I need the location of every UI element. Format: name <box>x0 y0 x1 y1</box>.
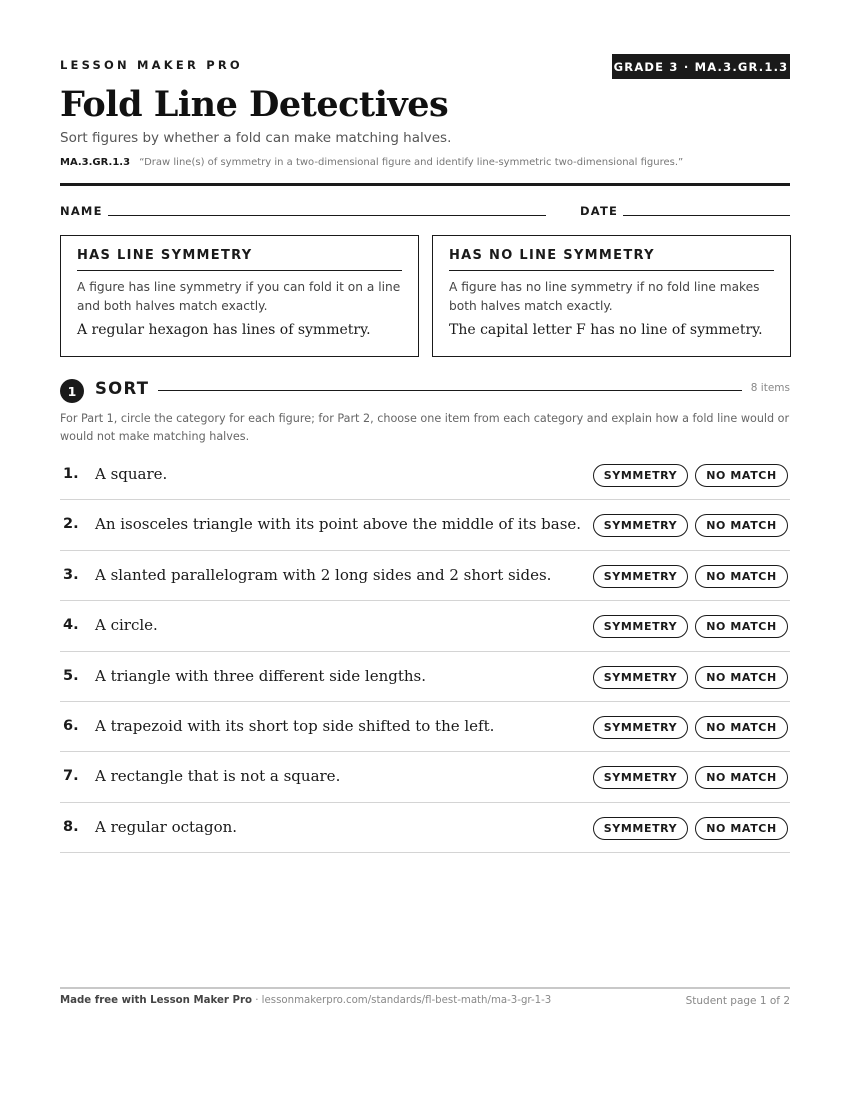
item-list <box>60 450 790 853</box>
item-number: 6. <box>63 717 79 734</box>
no-match-option[interactable]: NO MATCH <box>695 716 788 739</box>
section-title: SORT <box>95 379 150 398</box>
item-text: A trapezoid with its short top side shifted to the left. <box>95 716 495 735</box>
item-number: 4. <box>63 617 79 634</box>
symmetry-option[interactable]: SYMMETRY <box>593 565 688 588</box>
no-match-option[interactable]: NO MATCH <box>695 666 788 689</box>
list-item <box>60 702 790 752</box>
list-item <box>60 450 790 500</box>
footer-credit <box>60 995 551 1006</box>
item-text: A triangle with three different side lengths. <box>95 666 426 685</box>
no-match-option[interactable]: NO MATCH <box>695 615 788 638</box>
list-item <box>60 803 790 853</box>
brand-name: LESSON MAKER PRO <box>60 58 243 72</box>
list-item <box>60 500 790 550</box>
standard-code: MA.3.GR.1.3 <box>60 157 131 168</box>
footer-divider <box>60 987 790 989</box>
list-item <box>60 551 790 601</box>
definition-text: A figure has no line symmetry if no fold line makes both halves match exactly. <box>449 280 760 313</box>
symmetry-option[interactable]: SYMMETRY <box>593 666 688 689</box>
footer-made-with: Made free with Lesson Maker Pro <box>60 995 252 1006</box>
definition-card-no-symmetry <box>432 235 791 357</box>
item-text: A regular octagon. <box>95 817 238 836</box>
date-label: DATE <box>580 204 619 218</box>
definition-card-symmetry <box>60 235 419 357</box>
no-match-option[interactable]: NO MATCH <box>695 817 788 840</box>
item-number: 5. <box>63 667 79 684</box>
page-indicator: Student page 1 of 2 <box>685 995 790 1007</box>
list-item <box>60 652 790 702</box>
definition-text: A figure has line symmetry if you can fold it on a line and both halves match exactly. <box>77 280 401 313</box>
symmetry-option[interactable]: SYMMETRY <box>593 514 688 537</box>
symmetry-option[interactable]: SYMMETRY <box>593 817 688 840</box>
no-match-option[interactable]: NO MATCH <box>695 766 788 789</box>
name-field[interactable] <box>108 215 546 216</box>
section-number-badge: 1 <box>60 379 84 403</box>
symmetry-option[interactable]: SYMMETRY <box>593 615 688 638</box>
item-count: 8 items <box>750 382 790 394</box>
definition-example: A regular hexagon has lines of symmetry. <box>77 322 371 338</box>
symmetry-option[interactable]: SYMMETRY <box>593 766 688 789</box>
page-subtitle: Sort figures by whether a fold can make matching halves. <box>60 130 452 146</box>
symmetry-option[interactable]: SYMMETRY <box>593 464 688 487</box>
list-item <box>60 601 790 651</box>
item-number: 1. <box>63 466 79 482</box>
no-match-option[interactable]: NO MATCH <box>695 464 788 487</box>
list-item <box>60 752 790 802</box>
name-label: NAME <box>60 204 103 218</box>
section-instructions: For Part 1, circle the category for each figure; for Part 2, choose one item from each category and explain how a fold line would or would not make matching halves. <box>60 412 790 443</box>
item-text: A rectangle that is not a square. <box>95 767 341 786</box>
definition-heading: HAS NO LINE SYMMETRY <box>449 248 774 271</box>
item-text: A slanted parallelogram with 2 long sides and 2 short sides. <box>95 565 552 584</box>
no-match-option[interactable]: NO MATCH <box>695 565 788 588</box>
grade-badge: GRADE 3 · MA.3.GR.1.3 <box>612 54 790 79</box>
standard-text: “Draw line(s) of symmetry in a two-dimensional figure and identify line-symmetric two-dimensional figures.” <box>139 157 684 168</box>
item-number: 8. <box>63 818 79 835</box>
page-title: Fold Line Detectives <box>60 84 449 125</box>
item-text: An isosceles triangle with its point above the middle of its base. <box>95 515 582 534</box>
footer-url: · lessonmakerpro.com/standards/fl-best-math/ma-3-gr-1-3 <box>251 995 552 1006</box>
item-text: A circle. <box>95 616 158 635</box>
standard-reference <box>60 157 683 168</box>
item-text: A square. <box>95 465 168 483</box>
item-number: 7. <box>63 768 79 785</box>
header-divider <box>60 183 790 186</box>
date-field[interactable] <box>623 215 790 216</box>
no-match-option[interactable]: NO MATCH <box>695 514 788 537</box>
symmetry-option[interactable]: SYMMETRY <box>593 716 688 739</box>
item-number: 2. <box>63 516 79 533</box>
definition-heading: HAS LINE SYMMETRY <box>77 248 402 271</box>
section-divider <box>158 390 742 391</box>
item-number: 3. <box>63 566 79 583</box>
definition-example: The capital letter F has no line of symmetry. <box>449 322 763 338</box>
